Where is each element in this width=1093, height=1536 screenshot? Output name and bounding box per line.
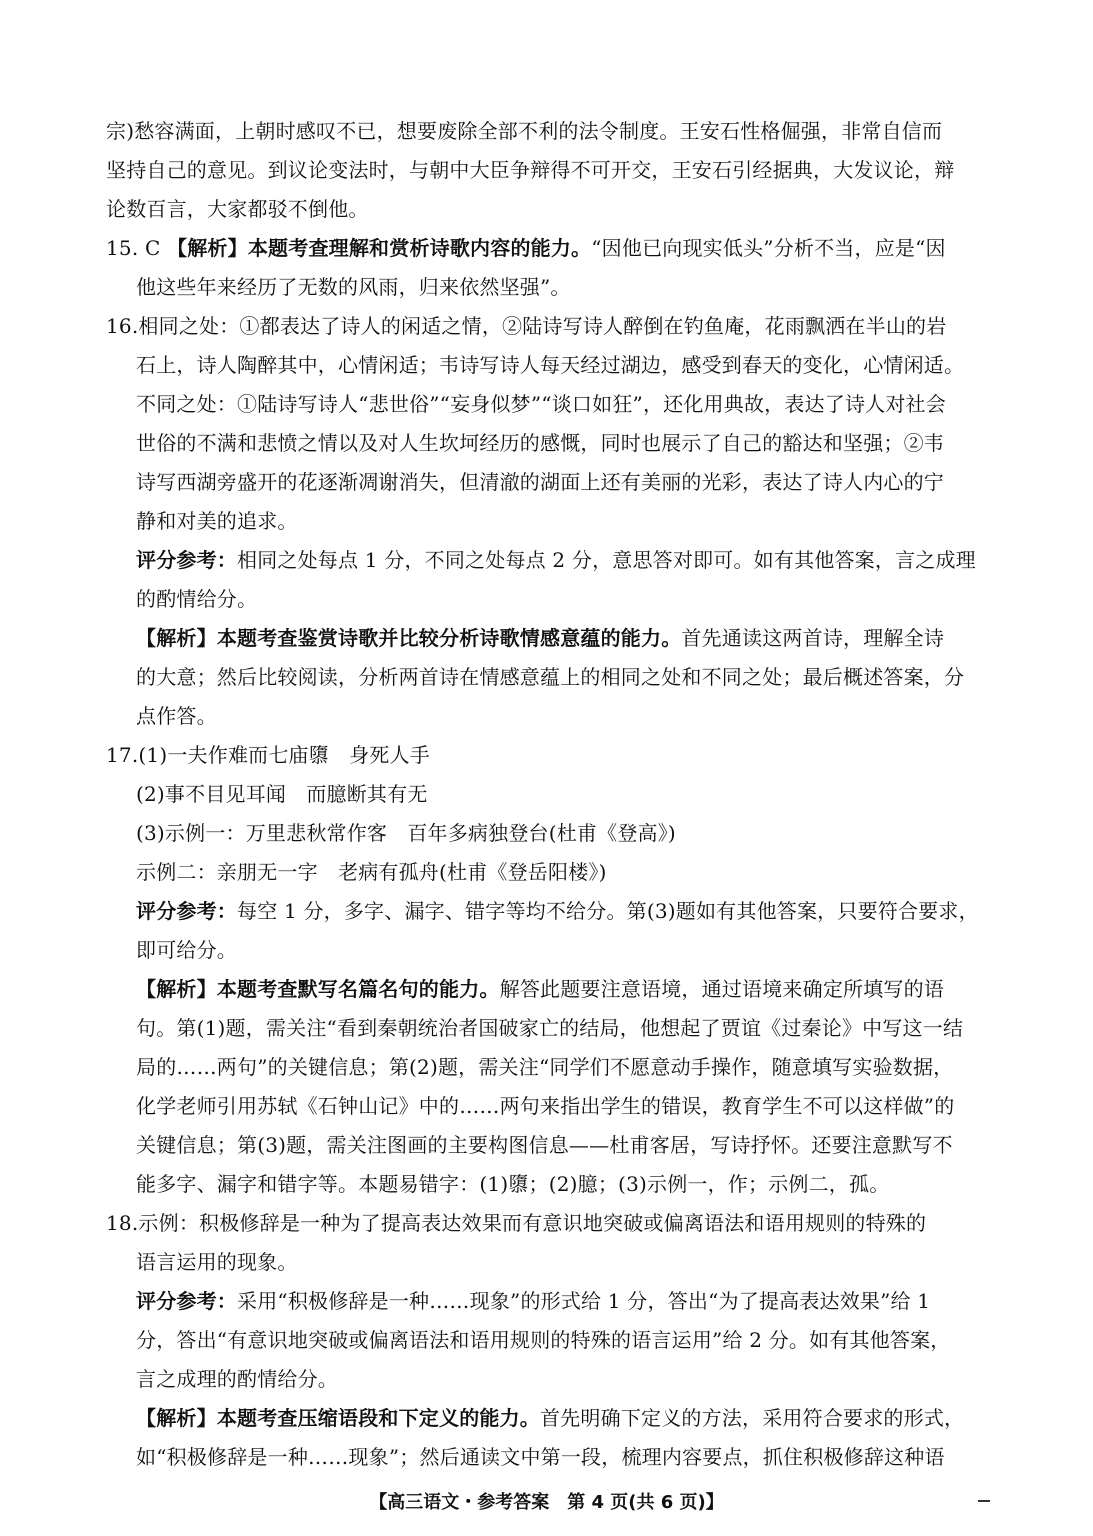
q18-analysis-line: [136, 1405, 964, 1431]
page-footer: 【高三语文・参考答案 第 4 页(共 6 页)】: [369, 1492, 724, 1513]
score-tag: 评分参考：: [136, 899, 237, 923]
analysis-tag: 【解析】: [136, 626, 217, 650]
q18-line: [106, 1210, 926, 1236]
score-tag: 评分参考：: [136, 1289, 237, 1313]
text-line: 石上，诗人陶醉其中，心情闲适；韦诗写诗人每天经过湖边，感受到春天的变化，心情闲适。: [136, 353, 965, 377]
q15-number: 15. C: [106, 236, 161, 260]
text-line: 如“积极修辞是一种……现象”；然后通读文中第一段，梳理内容要点，抓住积极修辞这种语: [136, 1445, 945, 1469]
score-text: 采用“积极修辞是一种……现象”的形式给 1 分，答出“为了提高表达效果”给 1: [237, 1289, 931, 1313]
analysis-text: 解答此题要注意语境，通过语境来确定所填写的语: [499, 977, 945, 1001]
analysis-lead: 本题考查鉴赏诗歌并比较分析诗歌情感意蕴的能力。: [216, 626, 682, 650]
text-line: 即可给分。: [136, 938, 237, 962]
q15-analysis-lead: 本题考查理解和赏析诗歌内容的能力。: [247, 236, 592, 260]
text-line: 言之成理的酌情给分。: [136, 1367, 338, 1391]
analysis-tag: 【解析】: [136, 977, 217, 1001]
q17-answer: (1)一夫作难而七庙隳 身死人手: [138, 743, 430, 767]
text-line: 的酌情给分。: [136, 587, 258, 611]
score-text: 每空 1 分，多字、漏字、错字等均不给分。第(3)题如有其他答案，只要符合要求，: [237, 899, 979, 923]
text-line: 示例二：亲朋无一字 老病有孤舟(杜甫《登岳阳楼》): [136, 860, 607, 884]
q16-score-line: [136, 547, 976, 573]
score-text: 相同之处每点 1 分，不同之处每点 2 分，意思答对即可。如有其他答案，言之成理: [237, 548, 976, 572]
text-line: 不同之处：①陆诗写诗人“悲世俗”“妄身似梦”“谈口如狂”，还化用典故，表达了诗人对社会: [136, 392, 946, 416]
q16-text: 相同之处：①都表达了诗人的闲适之情，②陆诗写诗人醉倒在钓鱼庵，花雨飘洒在半山的岩: [138, 314, 947, 338]
text-line: 句。第(1)题，需关注“看到秦朝统治者国破家亡的结局，他想起了贾谊《过秦论》中写这一结: [136, 1016, 964, 1040]
q17-line: [106, 742, 430, 768]
q17-analysis-line: [136, 976, 944, 1002]
q16-line: [106, 313, 946, 339]
q15-line: [106, 235, 946, 261]
text-line: 论数百言，大家都驳不倒他。: [106, 197, 369, 221]
q18-score-line: [136, 1288, 930, 1314]
text-line: (2)事不目见耳闻 而臆断其有无: [136, 782, 428, 806]
analysis-tag: 【解析】: [136, 1406, 217, 1430]
analysis-text: 首先明确下定义的方法，采用符合要求的形式，: [540, 1406, 965, 1430]
text-line: 化学老师引用苏轼《石钟山记》中的……两句来指出学生的错误，教育学生不可以这样做”的: [136, 1094, 955, 1118]
score-tag: 评分参考：: [136, 548, 237, 572]
q15-analysis-text: “因他已向现实低头”分析不当，应是“因: [591, 236, 946, 260]
q17-score-line: [136, 898, 979, 924]
text-line: 诗写西湖旁盛开的花逐渐凋谢消失，但清澈的湖面上还有美丽的光彩，表达了诗人内心的宁: [136, 470, 944, 494]
q16-number: 16.: [106, 314, 139, 338]
text-line: 世俗的不满和悲愤之情以及对人生坎坷经历的感慨，同时也展示了自己的豁达和坚强；②韦: [136, 431, 944, 455]
text-line: (3)示例一：万里悲秋常作客 百年多病独登台(杜甫《登高》): [136, 821, 676, 845]
text-line: 语言运用的现象。: [136, 1250, 298, 1274]
text-line: 局的……两句”的关键信息；第(2)题，需关注“同学们不愿意动手操作，随意填写实验数据，: [136, 1055, 954, 1079]
analysis-text: 首先通读这两首诗，理解全诗: [681, 626, 945, 650]
text-line: 静和对美的追求。: [136, 509, 298, 533]
q17-number: 17.: [106, 743, 139, 767]
text-line: 分，答出“有意识地突破或偏离语法和语用规则的特殊的语言运用”给 2 分。如有其他答案，: [136, 1328, 951, 1352]
q15-analysis-tag: 【解析】: [167, 236, 248, 260]
corner-mark: [978, 1500, 990, 1502]
q18-number: 18.: [106, 1211, 139, 1235]
analysis-lead: 本题考查默写名篇名句的能力。: [216, 977, 500, 1001]
text-line: 坚持自己的意见。到议论变法时，与朝中大臣争辩得不可开交，王安石引经据典，大发议论，辩: [106, 158, 955, 182]
analysis-lead: 本题考查压缩语段和下定义的能力。: [216, 1406, 541, 1430]
q18-text: 示例：积极修辞是一种为了提高表达效果而有意识地突破或偏离语法和语用规则的特殊的: [138, 1211, 927, 1235]
text-line: 的大意；然后比较阅读，分析两首诗在情感意蕴上的相同之处和不同之处；最后概述答案，分: [136, 665, 965, 689]
q16-analysis-line: [136, 625, 944, 651]
text-line: 宗)愁容满面，上朝时感叹不已，想要废除全部不利的法令制度。王安石性格倔强，非常自信而: [106, 119, 943, 143]
text-line: 他这些年来经历了无数的风雨，归来依然坚强”。: [136, 275, 571, 299]
text-line: 能多字、漏字和错字等。本题易错字：(1)隳；(2)臆；(3)示例一，作；示例二，孤。: [136, 1172, 890, 1196]
text-line: 点作答。: [136, 704, 217, 728]
text-line: 关键信息；第(3)题，需关注图画的主要构图信息——杜甫客居，写诗抒怀。还要注意默写不: [136, 1133, 953, 1157]
